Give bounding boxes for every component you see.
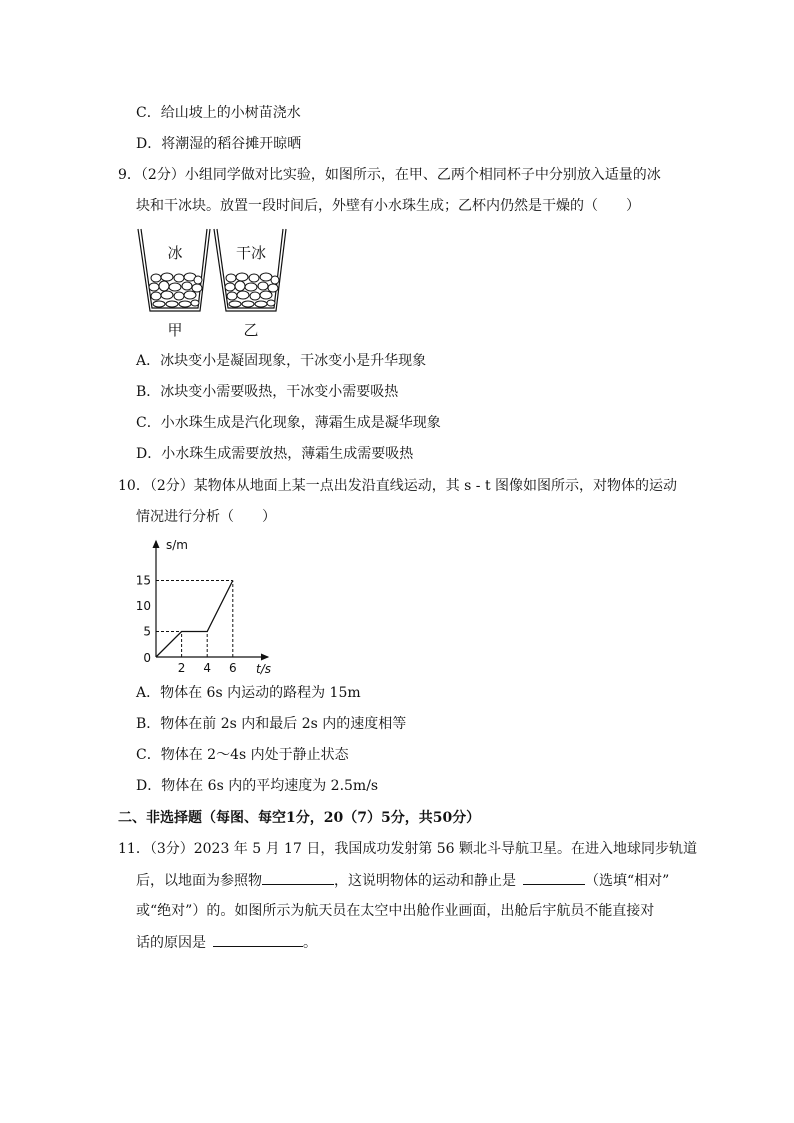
y-tick-label: 10 <box>135 599 151 613</box>
q11-line4-part1: 话的原因是 <box>136 935 206 951</box>
q10-stem-line1: 10．（2分）某物体从地面上某一点出发沿直线运动，其 s - t 图像如图所示，对物体的运动 <box>118 478 678 494</box>
answer-blank-1[interactable] <box>262 870 334 885</box>
q11-stem-line3: 或“绝对”）的。如图所示为航天员在太空中出舱作业画面，出舱后宇航员不能直接对 <box>136 903 655 919</box>
q9-stem-line2: 块和干冰块。放置一段时间后，外壁有小水珠生成；乙杯内仍然是干燥的（ ） <box>136 198 640 214</box>
q11-line2-part1: 后，以地面为参照物 <box>136 873 262 889</box>
cup-yi <box>214 229 286 311</box>
q10-stem-line2: 情况进行分析（ ） <box>136 509 276 525</box>
s-t-chart <box>135 535 290 677</box>
q9-option-d: D．小水珠生成需要放热，薄霜生成需要吸热 <box>136 446 414 462</box>
q11-line4-part2: 。 <box>303 935 317 951</box>
x-tick-label: 4 <box>203 661 212 675</box>
q11-stem-line1: 11．（3分）2023 年 5 月 17 日，我国成功发射第 56 颗北斗导航卫星。在进入地球同步轨道 <box>118 841 698 857</box>
y-axis-label: s/m <box>166 538 188 552</box>
q11-stem-line2 <box>136 870 669 891</box>
q10-option-a: A．物体在 6s 内运动的路程为 15m <box>136 685 361 701</box>
q9-option-b: B．冰块变小需要吸热，干冰变小需要吸热 <box>136 384 399 400</box>
origin-label: 0 <box>143 651 151 665</box>
answer-blank-3[interactable] <box>213 932 303 947</box>
y-tick-label: 5 <box>143 624 151 639</box>
q11-line2-part2: ，这说明物体的运动和静止是 <box>334 873 516 889</box>
q11-line2-part3: （选填“相对” <box>585 873 670 889</box>
y-tick-label: 15 <box>135 573 151 588</box>
cups-figure <box>132 225 292 343</box>
dry-ice-pieces <box>225 273 279 307</box>
series-line <box>156 581 233 658</box>
cup1-label: 甲 <box>167 321 183 339</box>
section-heading: 二、非选择题（每图、每空1分，20（7）5分，共50分） <box>118 810 481 826</box>
cup2-text: 干冰 <box>235 244 267 262</box>
cup2-label: 乙 <box>243 321 259 339</box>
q10-option-c: C．物体在 2～4s 内处于静止状态 <box>136 747 349 763</box>
cup-jia <box>138 229 210 311</box>
x-axis-label: t/s <box>256 662 271 676</box>
q10-option-b: B．物体在前 2s 内和最后 2s 内的速度相等 <box>136 716 407 732</box>
cup1-text: 冰 <box>167 244 183 262</box>
q11-stem-line4 <box>136 932 317 953</box>
q9-stem-line1: 9．（2分）小组同学做对比实验，如图所示，在甲、乙两个相同杯子中分别放入适量的冰 <box>118 167 661 183</box>
q10-option-d: D．物体在 6s 内的平均速度为 2.5m/s <box>136 778 379 794</box>
x-tick-label: 2 <box>177 661 186 675</box>
q9-option-a: A．冰块变小是凝固现象，干冰变小是升华现象 <box>136 353 427 369</box>
q8-option-c: C．给山坡上的小树苗浇水 <box>136 105 301 121</box>
answer-blank-2[interactable] <box>523 870 585 885</box>
ice-pieces <box>149 273 202 307</box>
q9-option-c: C．小水珠生成是汽化现象，薄霜生成是凝华现象 <box>136 415 441 431</box>
q8-option-d: D．将潮湿的稻谷摊开晾晒 <box>136 136 302 152</box>
x-tick-label: 6 <box>228 661 237 675</box>
